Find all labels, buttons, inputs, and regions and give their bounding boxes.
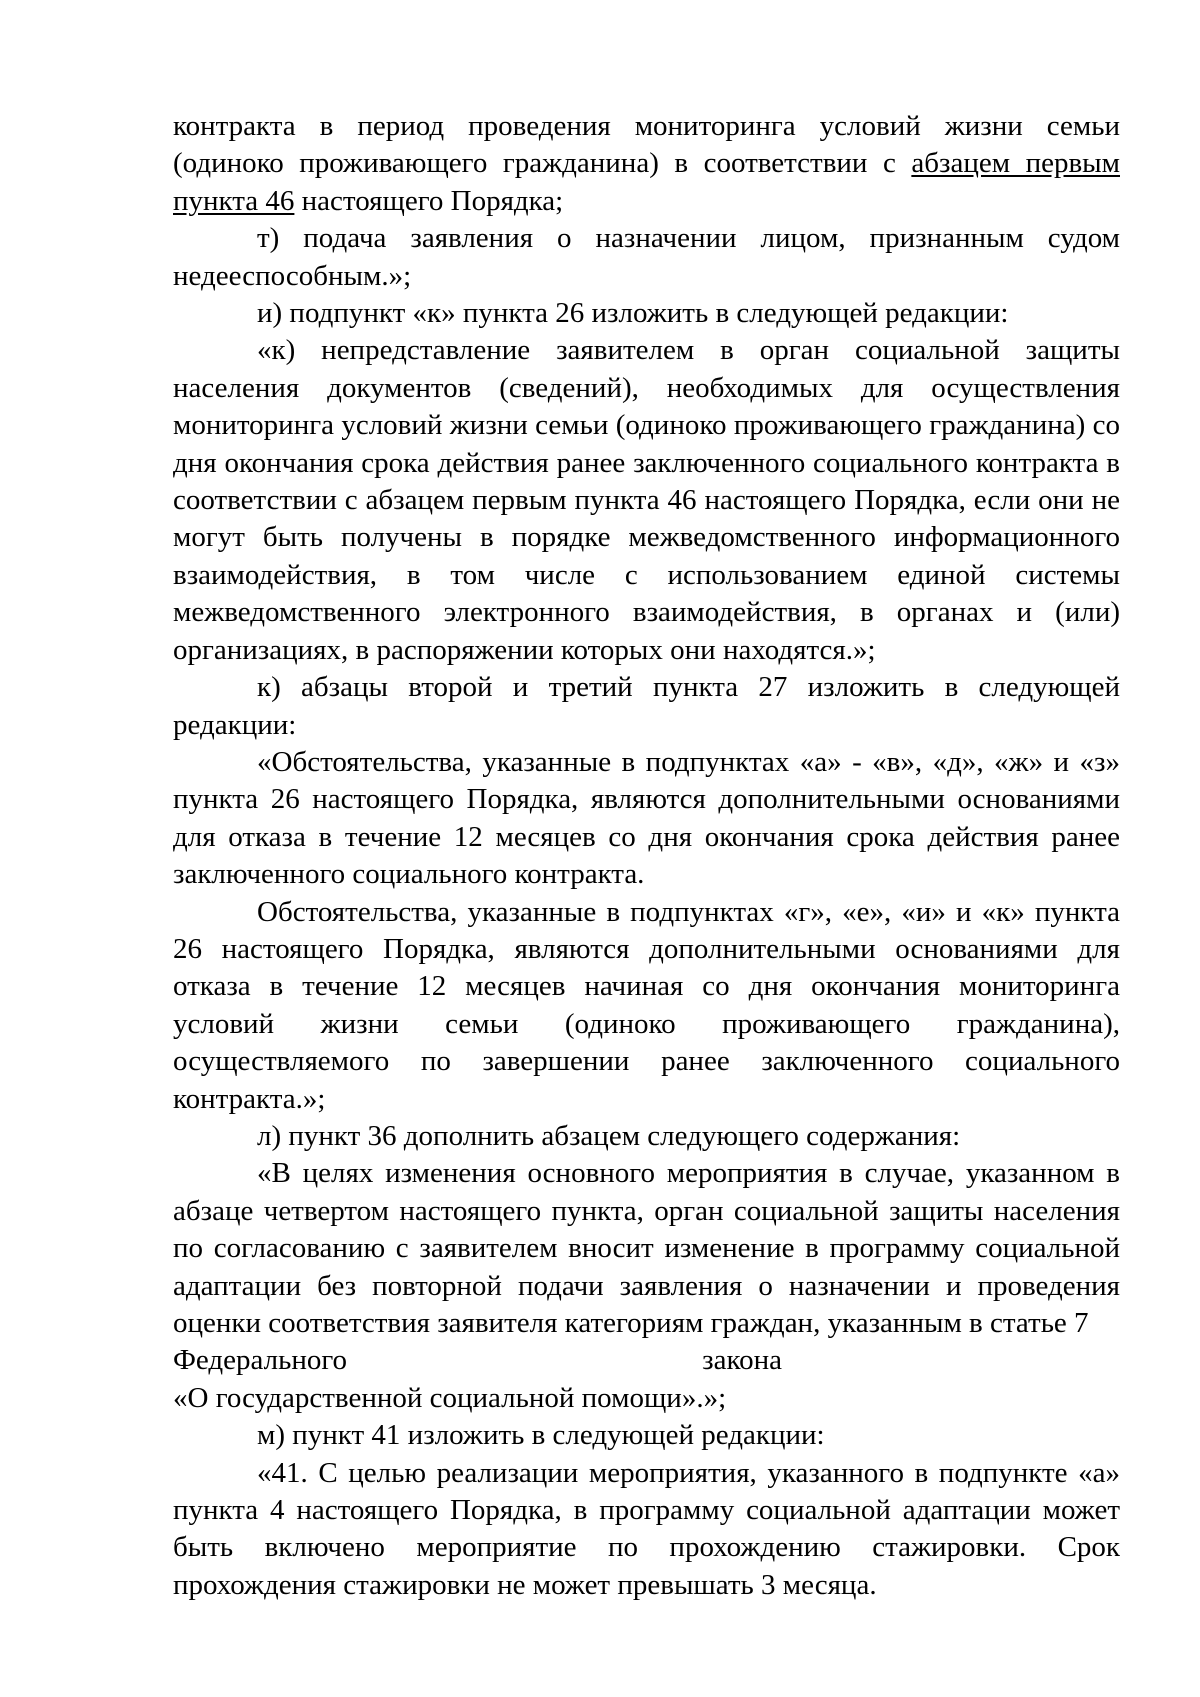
paragraph-text: контракта в период проведения мониторинга условий жизни семьи (одиноко проживающего гражданина) в соответствии с bbox=[173, 110, 1120, 180]
paragraph-circumstances-1: «Обстоятельства, указанные в подпунктах «а» - «в», «д», «ж» и «з» пункта 26 настоящего Порядка, являются дополнительными основаниями для отказа в течение 12 месяцев со дня окончания срока действия ранее заключенного социального контракта. bbox=[173, 745, 1120, 891]
paragraph-word: закона bbox=[702, 1344, 782, 1377]
reference-link[interactable]: абзацем первым пункта 46 bbox=[173, 147, 1120, 217]
paragraph-circumstances-2: Обстоятельства, указанные в подпунктах «г», «е», «и» и «к» пункта 26 настоящего Порядка, являются дополнительными основаниями для отказа в течение 12 месяцев начиная со дня окончания мониторинга условий жизни семьи (одиноко проживающего гражданина), осуществляемого по завершении ранее заключенного социального контракта.»; bbox=[173, 895, 1120, 1115]
paragraph-subitem-t: т) подача заявления о назначении лицом, признанным судом недееспособным.»; bbox=[173, 222, 1120, 292]
paragraph-contract-monitoring bbox=[173, 108, 1120, 220]
paragraph-item-i: и) подпункт «к» пункта 26 изложить в следующей редакции: bbox=[257, 297, 1009, 330]
paragraph-subitem-k: «к) непредставление заявителем в орган социальной защиты населения документов (сведений), необходимых для осуществления мониторинга условий жизни семьи (одиноко проживающего гражданина) со дня окончания срока действия ранее заключенного социального контракта в соответствии с абзацем первым пункта 46 настоящего Порядка, если они не могут быть получены в порядке межведомственного информационного взаимодействия, в том числе с использованием единой системы межведомственного электронного взаимодействия, в органах и (или) организациях, в распоряжении которых они находятся.»; bbox=[173, 334, 1120, 666]
paragraph-item-41: «41. С целью реализации мероприятия, указанного в подпункте «а» пункта 4 настоящего Порядка, в программу социальной адаптации может быть включено мероприятие по прохождению стажировки. Срок прохождения стажировки не может превышать 3 месяца. bbox=[173, 1456, 1120, 1601]
paragraph-item-k: к) абзацы второй и третий пункта 27 изложить в следующей редакции: bbox=[173, 671, 1120, 741]
document-page bbox=[173, 108, 1120, 1604]
paragraph-word: Федерального bbox=[173, 1344, 348, 1377]
paragraph-amendment-36: «В целях изменения основного мероприятия в случае, указанном в абзаце четвертом настоящего пункта, орган социальной защиты населения по согласованию с заявителем вносит изменение в программу социальной адаптации без повторной подачи заявления о назначении и проведения оценки соответствия заявителя категориям граждан, указанным в статье 7 bbox=[173, 1157, 1120, 1339]
paragraph-amendment-36-line bbox=[173, 1342, 1120, 1379]
paragraph-text: настоящего Порядка; bbox=[294, 184, 564, 217]
paragraph-item-l: л) пункт 36 дополнить абзацем следующего содержания: bbox=[257, 1119, 961, 1152]
paragraph-item-m: м) пункт 41 изложить в следующей редакции: bbox=[257, 1419, 825, 1452]
paragraph-amendment-36-end: «О государственной социальной помощи».»; bbox=[173, 1381, 727, 1414]
